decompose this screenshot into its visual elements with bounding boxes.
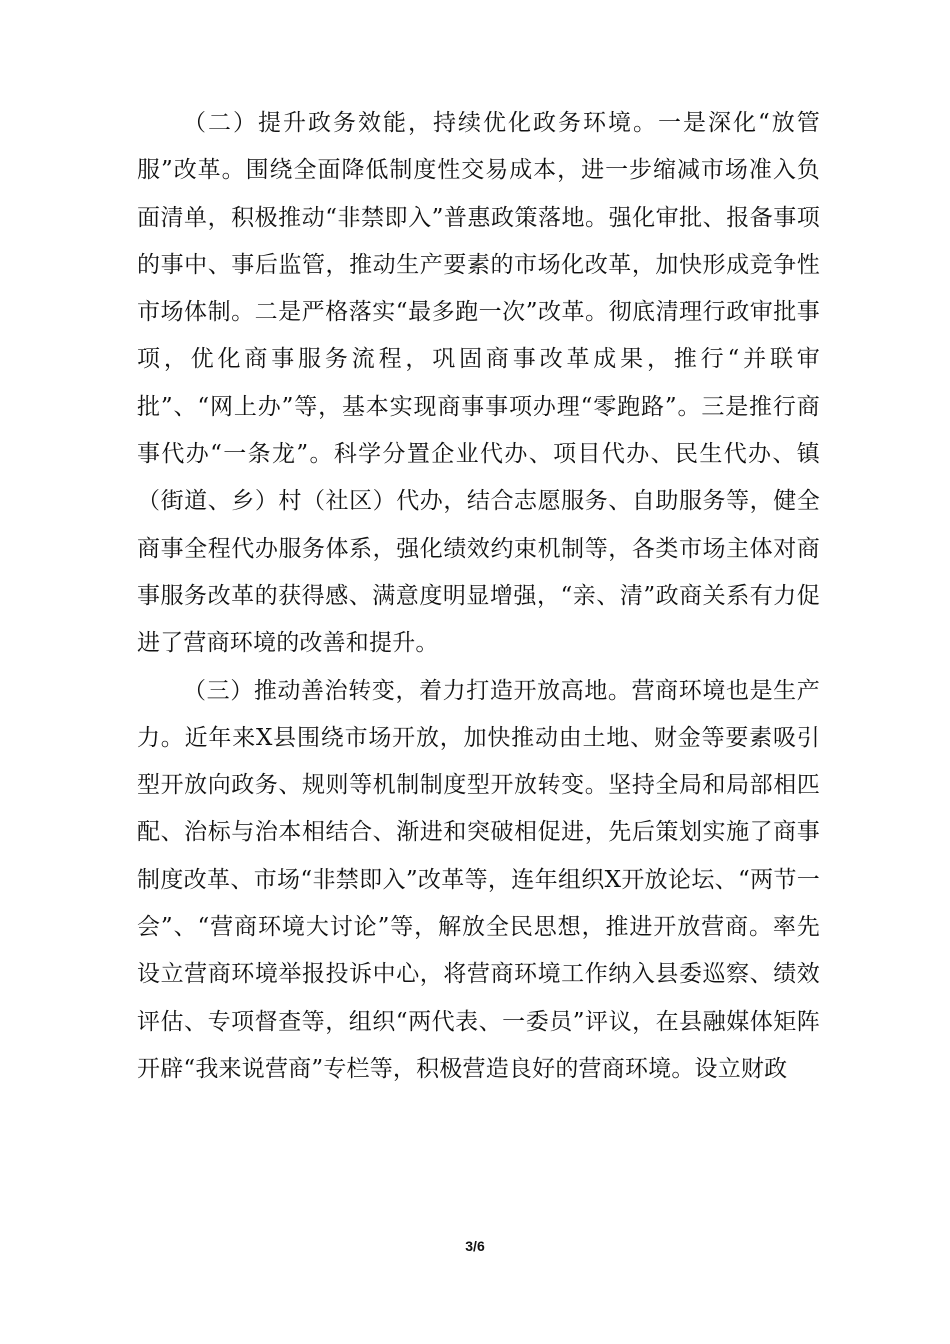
document-body — [137, 100, 820, 1093]
paragraph-section-two: （二）提升政务效能，持续优化政务环境。一是深化“放管服”改革。围绕全面降低制度性交易成本，进一步缩减市场准入负面清单，积极推动“非禁即入”普惠政策落地。强化审批、报备事项的事中、事后监管，推动生产要素的市场化改革，加快形成竞争性市场体制。二是严格落实“最多跑一次”改革。彻底清理行政审批事项，优化商事服务流程，巩固商事改革成果，推行“并联审批”、“网上办”等，基本实现商事事项办理“零跑路”。三是推行商事代办“一条龙”。科学分置企业代办、项目代办、民生代办、镇（街道、乡）村（社区）代办，结合志愿服务、自助服务等，健全商事全程代办服务体系，强化绩效约束机制等，各类市场主体对商事服务改革的获得感、满意度明显增强，“亲、清”政商关系有力促进了营商环境的改善和提升。 — [137, 110, 820, 657]
paragraph-section-three: （三）推动善治转变，着力打造开放高地。营商环境也是生产力。近年来X县围绕市场开放，加快推动由土地、财金等要素吸引型开放向政务、规则等机制制度型开放转变。坚持全局和局部相匹配、治标与治本相结合、渐进和突破相促进，先后策划实施了商事制度改革、市场“非禁即入”改革等，连年组织X开放论坛、“两节一会”、“营商环境大讨论”等，解放全民思想，推进开放营商。率先设立营商环境举报投诉中心，将营商环境工作纳入县委巡察、绩效评估、专项督查等，组织“两代表、一委员”评议，在县融媒体矩阵开辟“我来说营商”专栏等，积极营造良好的营商环境。设立财政 — [137, 677, 820, 1082]
page-number: 3/6 — [465, 1238, 485, 1254]
